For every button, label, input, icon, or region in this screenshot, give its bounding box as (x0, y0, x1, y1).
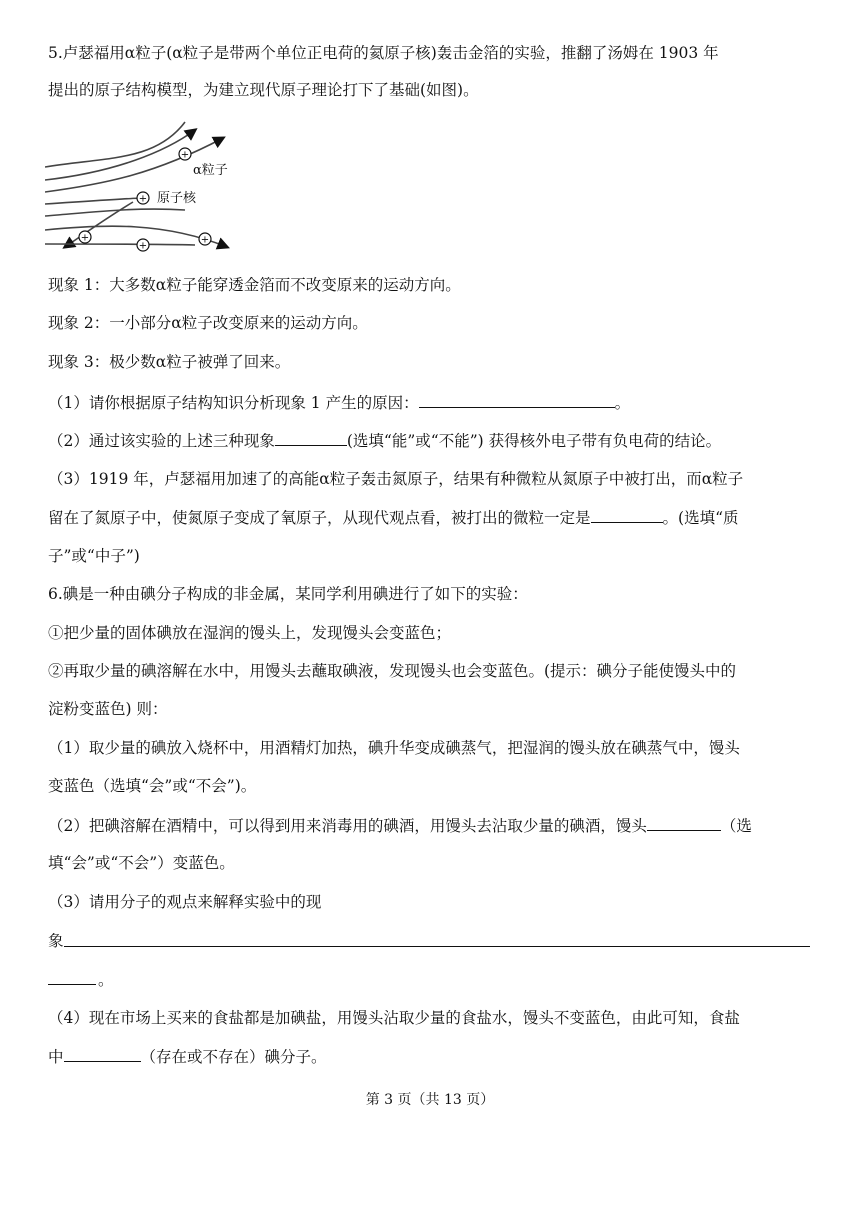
q6-sub4-line-1: （4）现在市场上买来的食盐都是加碘盐，用馒头沾取少量的食盐水，馒头不变蓝色，由此可知，食盐 (48, 1009, 740, 1027)
q5-sub3-line-2 (48, 506, 739, 529)
answer-blank[interactable] (48, 984, 96, 985)
q6-sub4-text-a: 中 (48, 1048, 64, 1066)
q5-sub3-text-b: 。(选填“质 (662, 509, 739, 527)
q6-step-1: ①把少量的固体碘放在湿润的馒头上，发现馒头会变蓝色； (48, 624, 452, 642)
trajectory-1 (45, 122, 185, 167)
q6-step-2: ②再取少量的碘溶解在水中，用馒头去蘸取碘液，发现馒头也会变蓝色。(提示：碘分子能使馒头中的 (48, 662, 737, 680)
q6-sub2-line-2: 填“会”或“不会”）变蓝色。 (48, 854, 235, 872)
q5-sub1-text: （1）请你根据原子结构知识分析现象 1 产生的原因： (48, 394, 419, 412)
q5-sub3-line-3: 子”或“中子”) (48, 547, 140, 565)
q6-sub1-line-2: 变蓝色（选填“会”或“不会”)。 (48, 777, 257, 795)
plus-sign: + (80, 232, 90, 244)
plus-sign: + (180, 149, 190, 161)
plus-sign: + (138, 193, 148, 205)
q5-sub3-line-1: （3）1919 年，卢瑟福用加速了的高能α粒子轰击氮原子，结果有种微粒从氮原子中被打出，而α粒子 (48, 470, 744, 488)
q6-sub2-line-1 (48, 814, 752, 837)
answer-blank[interactable] (591, 506, 663, 523)
answer-blank[interactable] (647, 814, 721, 831)
plus-sign: + (200, 234, 210, 246)
q6-sub2-text-b: （选 (720, 817, 752, 835)
q5-sub1-end: 。 (614, 394, 631, 412)
q6-sub4-text-b: （存在或不存在）碘分子。 (140, 1048, 327, 1066)
q6-sub3-line-2: 象 (48, 932, 64, 950)
q6-sub1-line-1: （1）取少量的碘放入烧杯中，用酒精灯加热，碘升华变成碘蒸气，把湿润的馒头放在碘蒸气中，馒头 (48, 739, 740, 757)
q6-intro: 6.碘是一种由碘分子构成的非金属，某同学利用碘进行了如下的实验： (48, 585, 528, 603)
page-footer: 第 3 页（共 13 页） (365, 1092, 495, 1108)
q5-sub2 (48, 429, 721, 452)
q5-phenomenon-2: 现象 2：一小部分α粒子改变原来的运动方向。 (48, 314, 368, 332)
q5-sub3-text-a: 留在了氮原子中，使氮原子变成了氧原子，从现代观点看，被打出的微粒一定是 (48, 509, 591, 527)
alpha-particle-label: α粒子 (193, 163, 228, 178)
q5-sub2-text-a: （2）通过该实验的上述三种现象 (48, 432, 275, 450)
q5-intro-line-1: 5.卢瑟福用α粒子(α粒子是带两个单位正电荷的氦原子核)轰击金箔的实验，推翻了汤姆在 1903 年 (48, 44, 719, 62)
q6-sub3-end: 。 (98, 971, 114, 989)
trajectory-2 (45, 130, 195, 180)
trajectory-4 (45, 198, 143, 204)
answer-blank[interactable] (275, 429, 347, 446)
q5-intro-line-2: 提出的原子结构模型，为建立现代原子理论打下了基础(如图)。 (48, 81, 479, 99)
q5-phenomenon-1: 现象 1：大多数α粒子能穿透金箔而不改变原来的运动方向。 (48, 276, 461, 294)
q5-sub2-text-b: (选填“能”或“不能”) 获得核外电子带有负电荷的结论。 (346, 432, 722, 450)
plus-sign: + (138, 240, 148, 252)
alpha-scattering-figure (45, 112, 245, 262)
answer-blank[interactable] (64, 946, 810, 947)
nucleus-label: 原子核 (157, 191, 197, 206)
answer-blank[interactable] (64, 1045, 141, 1062)
q6-sub3-line-1: （3）请用分子的观点来解释实验中的现 (48, 893, 322, 911)
q5-phenomenon-3: 现象 3：极少数α粒子被弹了回来。 (48, 353, 291, 371)
q6-sub2-text-a: （2）把碘溶解在酒精中，可以得到用来消毒用的碘酒，用馒头去沾取少量的碘酒，馒头 (48, 817, 647, 835)
answer-blank[interactable] (419, 391, 615, 408)
q6-sub4-line-2 (48, 1045, 327, 1068)
q6-step-2b: 淀粉变蓝色) 则： (48, 700, 168, 718)
q5-sub1 (48, 391, 630, 414)
trajectory-6 (65, 202, 133, 247)
